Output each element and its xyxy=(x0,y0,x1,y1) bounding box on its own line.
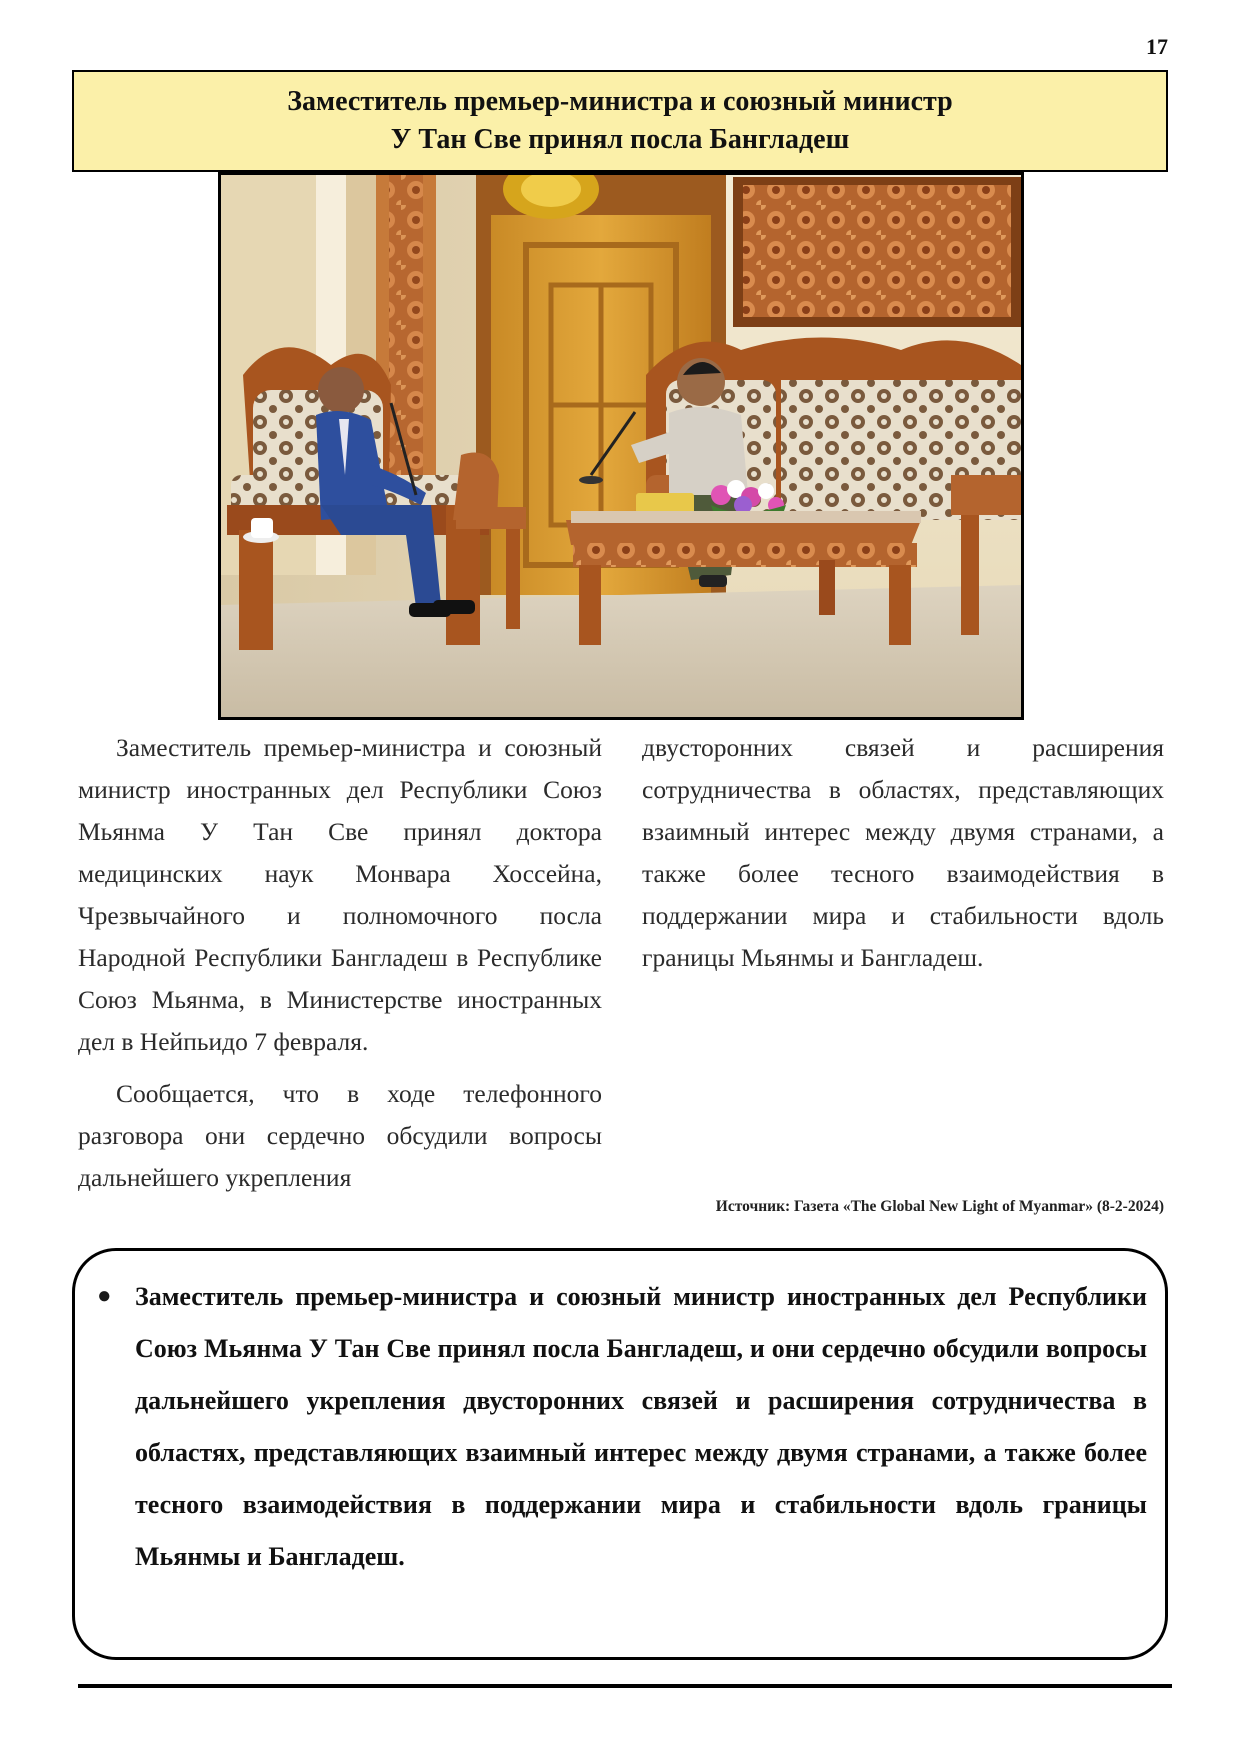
bottom-divider xyxy=(78,1684,1172,1688)
headline-line-2: У Тан Све принял посла Бангладеш xyxy=(390,124,850,155)
page-number: 17 xyxy=(1146,34,1168,59)
article-paragraph: двусторонних связей и расширения сотрудничества в областях, представляющих взаимный интерес между двумя странами, а также более тесного взаимодействия в поддержании мира и стабильности вдоль границы Мьянмы и Бангладеш. xyxy=(642,733,1164,972)
summary-text: Заместитель премьер-министра и союзный министр иностранных дел Республики Союз Мьянма У Тан Све принял посла Бангладеш, и они сердечно обсудили вопросы дальнейшего укрепления двусторонних связей и расширения сотрудничества в областях, представляющих взаимный интерес между двумя странами, а также более тесного взаимодействия в поддержании мира и стабильности вдоль границы Мьянмы и Бангладеш. xyxy=(135,1282,1147,1571)
headline-line-1: Заместитель премьер-министра и союзный министр xyxy=(287,86,953,117)
bullet-icon: ● xyxy=(97,1283,112,1309)
meeting-photo xyxy=(218,172,1024,720)
summary-box xyxy=(72,1248,1168,1660)
article-paragraph: Сообщается, что в ходе телефонного разговора они сердечно обсудили вопросы дальнейшего укрепления xyxy=(78,1079,602,1192)
article-column-left xyxy=(78,727,602,1209)
article-paragraph: Заместитель премьер-министра и союзный министр иностранных дел Республики Союз Мьянма У Тан Све принял доктора медицинских наук Монвара Хоссейна, Чрезвычайного и полномочного посла Народной Республики Бангладеш в Республике Союз Мьянма, в Министерстве иностранных дел в Нейпьидо 7 февраля. xyxy=(78,733,602,1056)
article-column-right xyxy=(642,727,1164,989)
headline-box xyxy=(72,70,1168,172)
source-credit: Источник: Газета «The Global New Light of Myanmar» (8-2-2024) xyxy=(715,1198,1164,1215)
